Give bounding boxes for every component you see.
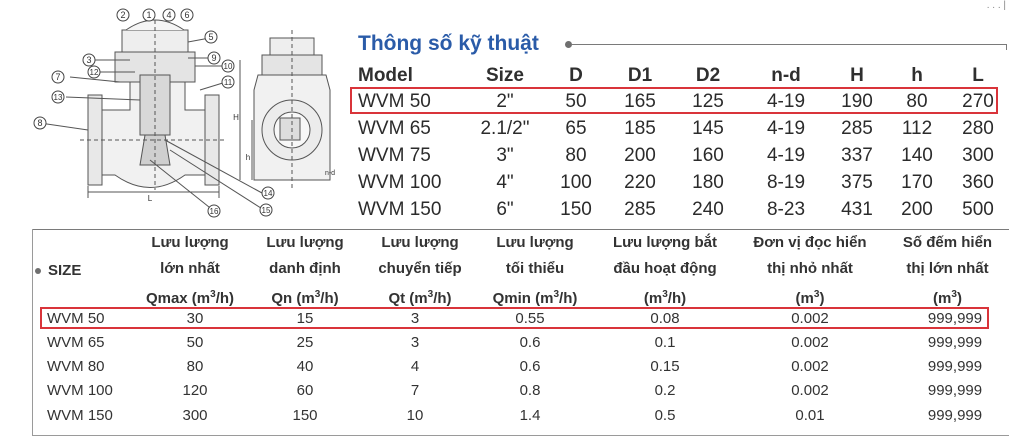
spec-cell: WVM 50 <box>358 91 431 112</box>
spec-cell: 150 <box>560 199 592 220</box>
corner-fragment: . . . | <box>986 0 1006 11</box>
flow-row <box>35 356 1005 378</box>
flow-cell: 4 <box>410 358 420 375</box>
flow-header-qmin <box>475 230 595 308</box>
flow-cell: 3 <box>410 334 420 351</box>
spec-cell: 285 <box>841 118 873 139</box>
spec-cell: WVM 65 <box>358 118 431 139</box>
callout-label: 6 <box>184 10 190 20</box>
spec-cell: 360 <box>962 172 994 193</box>
header-line: Lưu lượng <box>266 234 344 251</box>
header-line: danh định <box>269 260 341 277</box>
spec-cell: 2" <box>496 91 514 112</box>
spec-cell: 190 <box>841 91 873 112</box>
flow-cell: WVM 80 <box>47 358 105 375</box>
flow-cell: 0.2 <box>654 382 676 399</box>
header-line: $(m^3)$ <box>795 289 825 307</box>
flow-header-max-display-count <box>880 230 1015 308</box>
header-line: tối thiểu <box>505 260 565 277</box>
spec-cell: 270 <box>962 91 994 112</box>
spec-cell: 6" <box>496 199 514 220</box>
spec-cell: 125 <box>692 91 724 112</box>
spec-cell: 140 <box>901 145 933 166</box>
spec-cell: 2.1/2" <box>480 118 530 139</box>
header-line: thị nhỏ nhất <box>767 260 853 277</box>
header-line: lớn nhất <box>160 260 220 277</box>
flow-header-qn <box>255 230 355 308</box>
flow-cell: 0.002 <box>791 358 829 375</box>
spec-header-size: Size <box>485 65 525 86</box>
header-line: Lưu lượng <box>496 234 574 251</box>
header-line: Qmin $(m^3/h)$ <box>492 289 578 307</box>
header-line: Đơn vị đọc hiển <box>753 234 867 251</box>
spec-cell: 200 <box>624 145 656 166</box>
title-rule <box>572 44 1007 45</box>
spec-header-model: Model <box>358 65 413 86</box>
flow-cell: 0.1 <box>654 334 676 351</box>
flow-header-size: SIZE <box>48 262 82 279</box>
callout-label: 2 <box>120 10 126 20</box>
header-line: $(m^3/h)$ <box>643 289 687 307</box>
flow-cell: 0.002 <box>791 382 829 399</box>
callout-label: 8 <box>37 118 43 128</box>
flow-cell: WVM 50 <box>47 310 105 327</box>
flow-header-min-display-unit <box>740 230 880 308</box>
callout-label: 12 <box>89 68 99 77</box>
spec-header-row <box>352 63 1002 89</box>
dim-label-h-upper: H <box>233 113 239 122</box>
spec-header-nd: n-d <box>771 65 801 86</box>
callout-label: 14 <box>263 189 273 198</box>
spec-cell: 4-19 <box>766 91 806 112</box>
callout-label: 3 <box>86 55 92 65</box>
flow-cell: WVM 65 <box>47 334 105 351</box>
flow-cell: 0.15 <box>650 358 680 375</box>
flow-highlight-box <box>40 307 989 329</box>
spec-header-h-lower: h <box>911 65 923 86</box>
spec-cell: 4-19 <box>766 118 806 139</box>
header-line: thị lớn nhất <box>906 260 989 277</box>
header-line: chuyển tiếp <box>378 260 462 277</box>
spec-cell: 375 <box>841 172 873 193</box>
header-line: Qt $(m^3/h)$ <box>388 289 452 307</box>
spec-cell: 240 <box>692 199 724 220</box>
spec-cell: 8-23 <box>766 199 806 220</box>
callout-label: 7 <box>55 72 61 82</box>
callout-label: 10 <box>223 62 233 71</box>
flow-row <box>35 380 1005 402</box>
flow-cell: 0.8 <box>519 382 541 399</box>
header-line: Lưu lượng <box>381 234 459 251</box>
flow-cell: 3 <box>410 310 420 327</box>
spec-cell: WVM 75 <box>358 145 431 166</box>
spec-cell: 337 <box>841 145 873 166</box>
spec-highlight-box <box>350 87 998 114</box>
callout-label: 11 <box>223 78 233 87</box>
spec-cell: 112 <box>901 118 933 139</box>
spec-cell: 4" <box>496 172 514 193</box>
flow-header-start-flow <box>595 230 735 308</box>
flow-cell: WVM 150 <box>47 407 113 424</box>
flow-cell: 25 <box>296 334 314 351</box>
flow-cell: 120 <box>182 382 208 399</box>
flow-row <box>35 405 1005 427</box>
spec-cell: 280 <box>962 118 994 139</box>
callout-label: 5 <box>208 32 214 42</box>
flow-cell: 0.08 <box>650 310 680 327</box>
spec-cell: 165 <box>624 91 656 112</box>
flow-cell: 0.6 <box>519 358 541 375</box>
size-bullet-dot <box>35 268 41 274</box>
callout-label: 15 <box>261 206 271 215</box>
flow-cell: 999,999 <box>927 310 983 327</box>
spec-cell: 4-19 <box>766 145 806 166</box>
flow-cell: 999,999 <box>927 407 983 424</box>
spec-row <box>352 143 1002 169</box>
header-line: Qmax $(m^3/h)$ <box>145 289 235 307</box>
spec-cell: 8-19 <box>766 172 806 193</box>
callout-label: 4 <box>166 10 172 20</box>
spec-row <box>352 197 1002 223</box>
title-bullet-dot <box>565 41 572 48</box>
spec-cell: 300 <box>962 145 994 166</box>
flow-cell: 30 <box>186 310 204 327</box>
flow-cell: 0.01 <box>795 407 825 424</box>
spec-header-d1: D1 <box>627 65 653 86</box>
header-line: đầu hoạt động <box>613 260 717 277</box>
flow-cell: 0.5 <box>654 407 676 424</box>
flow-cell: 150 <box>292 407 318 424</box>
spec-cell: 285 <box>624 199 656 220</box>
spec-cell: WVM 150 <box>358 199 442 220</box>
table-border-left <box>32 229 33 436</box>
spec-cell: 65 <box>565 118 587 139</box>
spec-row <box>352 116 1002 142</box>
spec-cell: 50 <box>565 91 587 112</box>
flow-header-qt <box>365 230 475 308</box>
spec-header-h-upper: H <box>850 65 864 86</box>
flow-cell: 0.002 <box>791 310 829 327</box>
title-rule-end <box>1006 44 1007 50</box>
spec-cell: WVM 100 <box>358 172 442 193</box>
flow-cell: 999,999 <box>927 358 983 375</box>
spec-cell: 180 <box>692 172 724 193</box>
spec-cell: 3" <box>496 145 514 166</box>
flow-cell: 999,999 <box>927 334 983 351</box>
flow-cell: 0.002 <box>791 334 829 351</box>
flow-cell: 0.55 <box>515 310 545 327</box>
spec-cell: 80 <box>565 145 587 166</box>
header-line: $(m^3)$ <box>933 289 962 307</box>
spec-cell: 145 <box>692 118 724 139</box>
dim-label-nd: n-d <box>324 170 336 177</box>
callout-label: 1 <box>146 10 152 20</box>
header-line: Qn $(m^3/h)$ <box>271 289 339 307</box>
flow-cell: 7 <box>410 382 420 399</box>
spec-row <box>352 170 1002 196</box>
callout-label: 16 <box>209 207 219 216</box>
spec-cell: 160 <box>692 145 724 166</box>
callout-label: 13 <box>53 93 63 102</box>
spec-cell: 185 <box>624 118 656 139</box>
callout-label: 9 <box>211 53 217 63</box>
spec-cell: 170 <box>901 172 933 193</box>
flow-row <box>35 332 1005 354</box>
spec-title: Thông số kỹ thuật <box>358 32 539 55</box>
dim-label-h-lower: h <box>245 153 251 162</box>
header-line: Lưu lượng bắt <box>612 234 718 251</box>
spec-cell: 220 <box>624 172 656 193</box>
flow-cell: 999,999 <box>927 382 983 399</box>
spec-cell: 500 <box>962 199 994 220</box>
spec-header-d2: D2 <box>695 65 721 86</box>
flow-cell: 60 <box>296 382 314 399</box>
spec-header-d: D <box>569 65 583 86</box>
header-line: Lưu lượng <box>151 234 229 251</box>
dim-label-l: L <box>147 194 153 203</box>
valve-technical-drawing <box>0 0 350 230</box>
spec-header-l: L <box>972 65 984 86</box>
flow-cell: 0.6 <box>519 334 541 351</box>
table-border-bottom <box>32 435 1009 436</box>
header-line: Số đếm hiển <box>902 234 993 251</box>
flow-cell: 40 <box>296 358 314 375</box>
spec-cell: 431 <box>841 199 873 220</box>
spec-cell: 80 <box>906 91 928 112</box>
flow-cell: 80 <box>186 358 204 375</box>
flow-cell: 1.4 <box>519 407 541 424</box>
flow-cell: 300 <box>182 407 208 424</box>
flow-cell: 15 <box>296 310 314 327</box>
spec-cell: 100 <box>560 172 592 193</box>
flow-header-qmax <box>135 230 245 308</box>
spec-cell: 200 <box>901 199 933 220</box>
flow-cell: WVM 100 <box>47 382 113 399</box>
flow-cell: 10 <box>406 407 424 424</box>
flow-cell: 50 <box>186 334 204 351</box>
